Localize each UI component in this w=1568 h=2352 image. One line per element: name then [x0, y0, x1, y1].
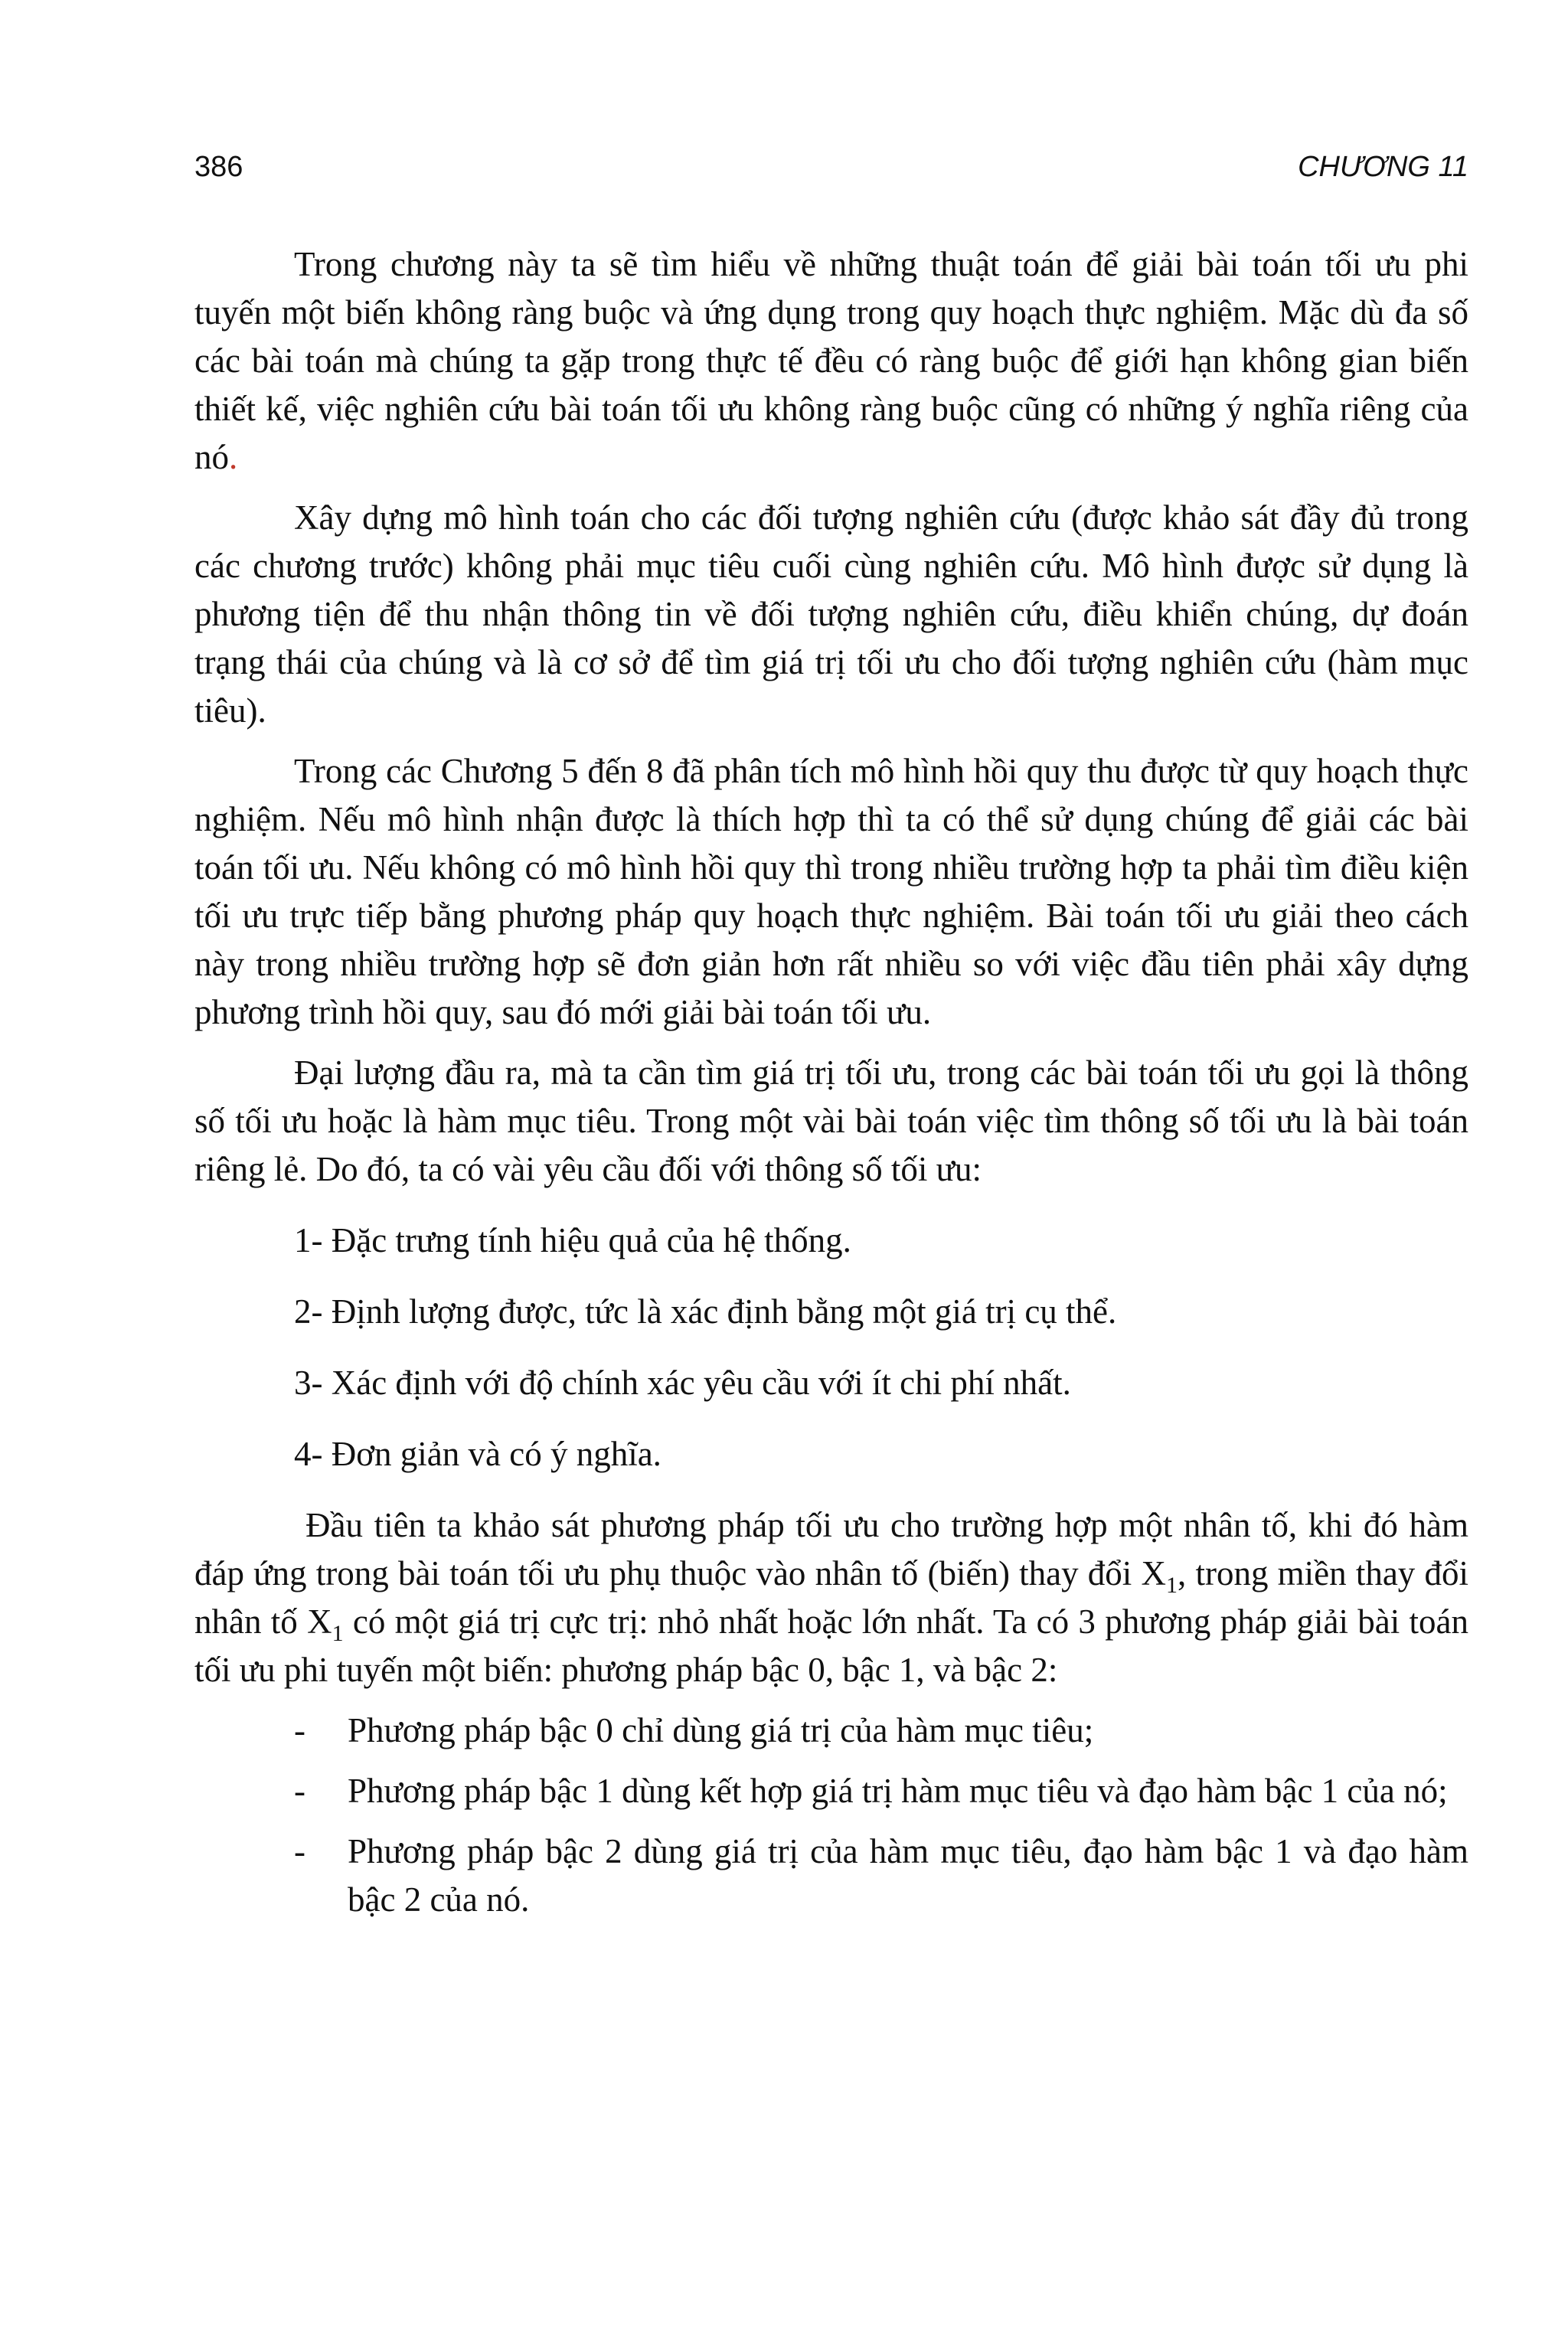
paragraph-output: Đại lượng đầu ra, mà ta cần tìm giá trị tối ưu, trong các bài toán tối ưu gọi là thông số tối ưu hoặc là hàm mục tiêu. Trong một vài bài toán việc tìm thông số tối ưu là bài toán riêng lẻ. Do đó, ta có vài yêu cầu đối với thông số tối ưu:: [194, 1054, 1468, 1188]
paragraph-single-factor: [194, 1501, 1468, 1694]
dash-bullet: -: [294, 1772, 305, 1810]
p5-part2: , trong miền thay đổi nhân tố X: [194, 1554, 1468, 1641]
paragraph-intro-end: .: [229, 438, 238, 476]
chapter-label: CHƯƠNG 11: [1298, 151, 1468, 183]
method-text: Phương pháp bậc 0 chỉ dùng giá trị của hàm mục tiêu;: [348, 1711, 1094, 1749]
method-item: [194, 1707, 1468, 1755]
p5-part1: Đầu tiên ta khảo sát phương pháp tối ưu cho trường hợp một nhân tố, khi đó hàm đáp ứng trong bài toán tối ưu phụ thuộc vào nhân tố (biến) thay đổi X: [194, 1506, 1468, 1592]
subscript-1: 1: [332, 1621, 344, 1646]
requirements-list: [194, 1217, 1468, 1478]
method-text: Phương pháp bậc 1 dùng kết hợp giá trị hàm mục tiêu và đạo hàm bậc 1 của nó;: [348, 1772, 1448, 1810]
dash-bullet: -: [294, 1711, 305, 1749]
paragraph-intro-text: Trong chương này ta sẽ tìm hiểu về những thuật toán để giải bài toán tối ưu phi tuyến một biến không ràng buộc và ứng dụng trong quy hoạch thực nghiệm. Mặc dù đa số các bài toán mà chúng ta gặp trong thực tế đều có ràng buộc để giới hạn không gian biến thiết kế, việc nghiên cứu bài toán tối ưu không ràng buộc cũng có những ý nghĩa riêng của nó: [194, 245, 1468, 476]
paragraph-intro: [194, 240, 1468, 482]
requirement-item: 2- Định lượng được, tức là xác định bằng một giá trị cụ thể.: [294, 1292, 1117, 1331]
requirement-item: 3- Xác định với độ chính xác yêu cầu với ít chi phí nhất.: [294, 1364, 1071, 1402]
requirement-item: 1- Đặc trưng tính hiệu quả của hệ thống.: [294, 1221, 851, 1259]
page-number: 386: [194, 151, 243, 183]
dash-bullet: -: [294, 1832, 305, 1870]
method-item: [194, 1767, 1468, 1815]
paragraph-model: Xây dựng mô hình toán cho các đối tượng nghiên cứu (được khảo sát đầy đủ trong các chương trước) không phải mục tiêu cuối cùng nghiên cứu. Mô hình được sử dụng là phương tiện để thu nhận thông tin về đối tượng nghiên cứu, điều khiển chúng, dự đoán trạng thái của chúng và là cơ sở để tìm giá trị tối ưu cho đối tượng nghiên cứu (hàm mục tiêu).: [194, 498, 1468, 730]
method-item: [194, 1828, 1468, 1924]
requirement-item: 4- Đơn giản và có ý nghĩa.: [294, 1435, 662, 1473]
methods-list: [194, 1707, 1468, 1924]
page-body: [194, 240, 1468, 1936]
method-text: Phương pháp bậc 2 dùng giá trị của hàm mục tiêu, đạo hàm bậc 1 và đạo hàm bậc 2 của nó.: [348, 1832, 1468, 1919]
p5-part3: có một giá trị cực trị: nhỏ nhất hoặc lớn nhất. Ta có 3 phương pháp giải bài toán tối ưu phi tuyến một biến: phương pháp bậc 0, bậc 1, và bậc 2:: [194, 1602, 1468, 1689]
paragraph-regression: Trong các Chương 5 đến 8 đã phân tích mô hình hồi quy thu được từ quy hoạch thực nghiệm. Nếu mô hình nhận được là thích hợp thì ta có thể sử dụng chúng để giải các bài toán tối ưu. Nếu không có mô hình hồi quy thì trong nhiều trường hợp ta phải tìm điều kiện tối ưu trực tiếp bằng phương pháp quy hoạch thực nghiệm. Bài toán tối ưu giải theo cách này trong nhiều trường hợp sẽ đơn giản hơn rất nhiều so với việc đầu tiên phải xây dựng phương trình hồi quy, sau đó mới giải bài toán tối ưu.: [194, 752, 1468, 1031]
subscript-1: 1: [1166, 1573, 1178, 1598]
